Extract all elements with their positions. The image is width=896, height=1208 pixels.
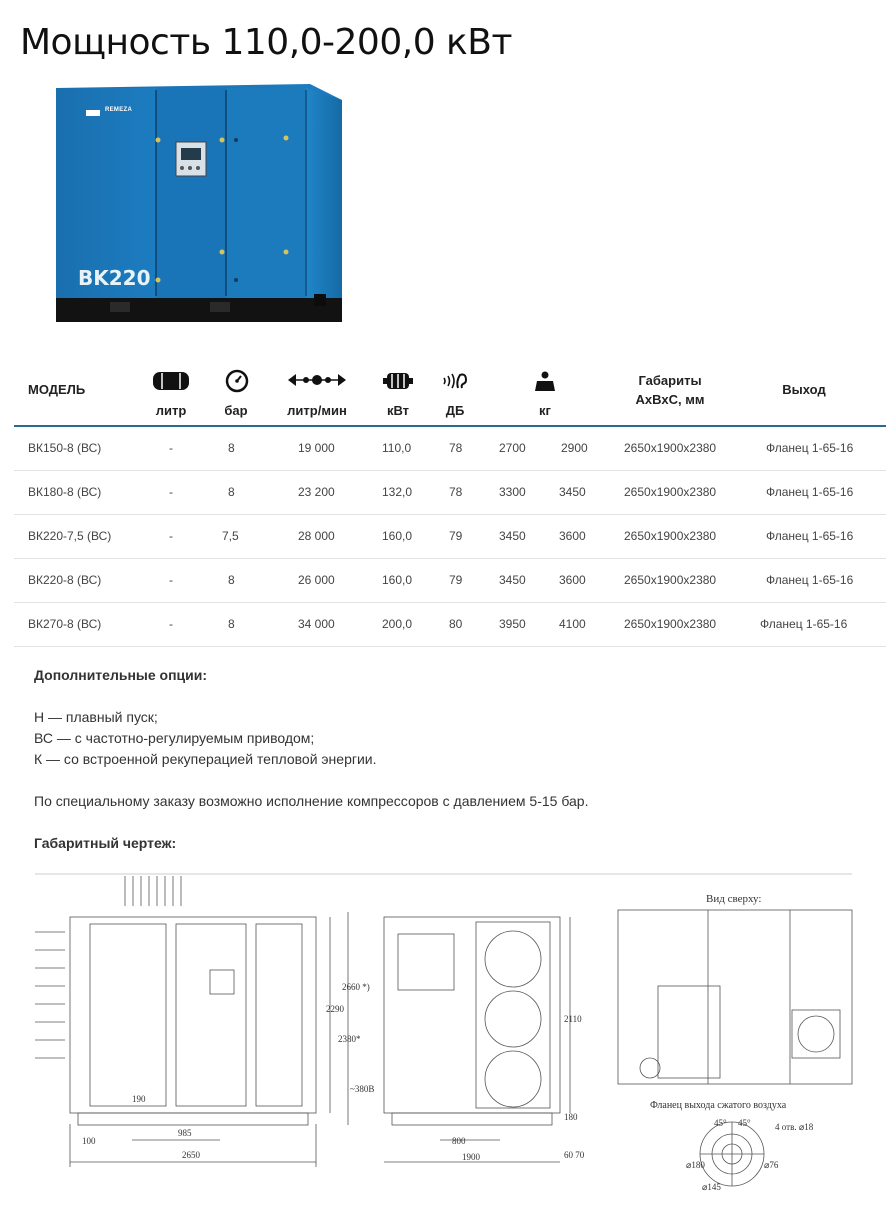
dim-100: 100: [82, 1136, 96, 1146]
cell-noise: 79: [449, 529, 463, 543]
cell-outlet: Фланец 1-65-16: [766, 485, 854, 499]
cell-weight-2: 3600: [559, 529, 586, 543]
cell-power: 110,0: [382, 441, 412, 455]
cell-flow: 23 200: [298, 485, 335, 499]
header-outlet: Выход: [782, 382, 826, 397]
weight-icon: [534, 370, 556, 392]
cell-model: ВК220-7,5 (ВС): [28, 529, 112, 543]
dimension-drawing: [30, 862, 870, 1202]
cell-liters: -: [169, 485, 173, 499]
product-label: BK220: [78, 266, 151, 290]
dim-6070: 60 70: [564, 1150, 585, 1160]
options-section: [34, 665, 864, 854]
cell-power: 132,0: [382, 485, 413, 499]
dim-holes: 4 отв. ⌀18: [775, 1122, 814, 1132]
cell-weight-1: 3450: [499, 529, 526, 543]
cell-power: 160,0: [382, 529, 413, 543]
noise-ear-icon: [442, 371, 468, 391]
dim-800: 800: [452, 1136, 466, 1146]
header-flow: литр/мин: [287, 403, 347, 418]
dim-d145: ⌀145: [702, 1182, 721, 1192]
cell-liters: -: [169, 573, 173, 587]
cell-flow: 28 000: [298, 529, 335, 543]
cell-model: ВК220-8 (ВС): [28, 573, 102, 587]
pressure-gauge-icon: [225, 369, 249, 393]
dim-45-right: 45°: [738, 1118, 751, 1128]
cell-model: ВК150-8 (ВС): [28, 441, 102, 455]
cell-weight-2: 4100: [559, 617, 586, 631]
cell-weight-1: 3950: [499, 617, 526, 631]
cell-weight-1: 3300: [499, 485, 526, 499]
top-view-title: Вид сверху:: [706, 893, 762, 905]
header-weight: кг: [539, 403, 551, 418]
cell-noise: 79: [449, 573, 463, 587]
cell-liters: -: [169, 529, 173, 543]
side-view: [384, 917, 570, 1162]
cell-bar: 8: [228, 485, 235, 499]
table-row: [14, 471, 886, 515]
dim-180: 180: [564, 1112, 578, 1122]
dim-2380: 2380*: [338, 1034, 361, 1044]
table-row: [14, 515, 886, 559]
options-heading: Дополнительные опции:: [34, 667, 208, 683]
cell-bar: 7,5: [222, 529, 239, 543]
cell-bar: 8: [228, 617, 235, 631]
header-model: МОДЕЛЬ: [28, 382, 86, 397]
cell-weight-2: 3450: [559, 485, 586, 499]
flange-view: [700, 1122, 764, 1186]
cell-bar: 8: [228, 573, 235, 587]
cell-dimensions: 2650х1900х2380: [624, 441, 717, 455]
cell-model: ВК270-8 (ВС): [28, 617, 102, 631]
cell-weight-2: 3600: [559, 573, 586, 587]
cell-outlet: Фланец 1-65-16: [760, 617, 848, 631]
cell-weight-1: 3450: [499, 573, 526, 587]
option-item: ВС — с частотно-регулируемым приводом;: [34, 730, 315, 746]
special-note: По специальному заказу возможно исполнение компрессоров с давлением 5-15 бар.: [34, 793, 589, 809]
cell-power: 160,0: [382, 573, 413, 587]
dim-45-left: 45°: [714, 1118, 727, 1128]
cell-noise: 80: [449, 617, 463, 631]
cell-flow: 26 000: [298, 573, 335, 587]
cell-liters: -: [169, 617, 173, 631]
cell-dimensions: 2650х1900х2380: [624, 617, 717, 631]
drawing-heading: Габаритный чертеж:: [34, 835, 177, 851]
table-row: [14, 559, 886, 603]
header-noise: ДБ: [445, 403, 465, 418]
specs-table: [14, 365, 886, 647]
cell-power: 200,0: [382, 617, 413, 631]
airflow-icon: [286, 372, 348, 388]
tank-icon: [152, 371, 190, 391]
specs-header: [14, 365, 886, 427]
header-liters: литр: [155, 403, 187, 418]
cell-outlet: Фланец 1-65-16: [766, 573, 854, 587]
dim-1900: 1900: [462, 1152, 480, 1162]
option-item: К — со встроенной рекуперацией тепловой энергии.: [34, 751, 377, 767]
cell-liters: -: [169, 441, 173, 455]
header-power: кВт: [386, 403, 410, 418]
dim-2290: 2290: [326, 1004, 344, 1014]
cell-dimensions: 2650х1900х2380: [624, 529, 717, 543]
dim-2660: 2660 *): [342, 982, 370, 992]
dim-190: 190: [132, 1094, 146, 1104]
page-title: Мощность 110,0-200,0 кВт: [20, 22, 512, 63]
table-row: [14, 427, 886, 471]
cell-weight-2: 2900: [561, 441, 588, 455]
option-item: Н — плавный пуск;: [34, 709, 158, 725]
flange-title: Фланец выхода сжатого воздуха: [650, 1100, 787, 1111]
cell-noise: 78: [449, 441, 463, 455]
dim-d76: ⌀76: [764, 1160, 779, 1170]
header-dimensions-line1: Габариты: [638, 373, 702, 388]
cell-dimensions: 2650х1900х2380: [624, 573, 717, 587]
top-view: [618, 910, 852, 1084]
product-logo: REMEZA: [105, 107, 133, 113]
cell-weight-1: 2700: [499, 441, 526, 455]
cell-flow: 34 000: [298, 617, 335, 631]
header-bar: бар: [224, 403, 248, 418]
dim-2110: 2110: [564, 1014, 582, 1024]
cell-outlet: Фланец 1-65-16: [766, 441, 854, 455]
dim-380: ~380В: [350, 1084, 375, 1094]
table-row: [14, 603, 886, 647]
dim-2650: 2650: [182, 1150, 200, 1160]
cell-outlet: Фланец 1-65-16: [766, 529, 854, 543]
motor-icon: [383, 370, 413, 392]
cell-dimensions: 2650х1900х2380: [624, 485, 717, 499]
cell-noise: 78: [449, 485, 463, 499]
dim-d180: ⌀180: [686, 1160, 705, 1170]
front-view: [35, 876, 348, 1167]
cell-model: ВК180-8 (ВС): [28, 485, 102, 499]
header-dimensions-line2: АхВхС, мм: [635, 392, 705, 407]
compressor-image: [50, 80, 345, 325]
dim-985: 985: [178, 1128, 192, 1138]
cell-flow: 19 000: [298, 441, 335, 455]
cell-bar: 8: [228, 441, 235, 455]
